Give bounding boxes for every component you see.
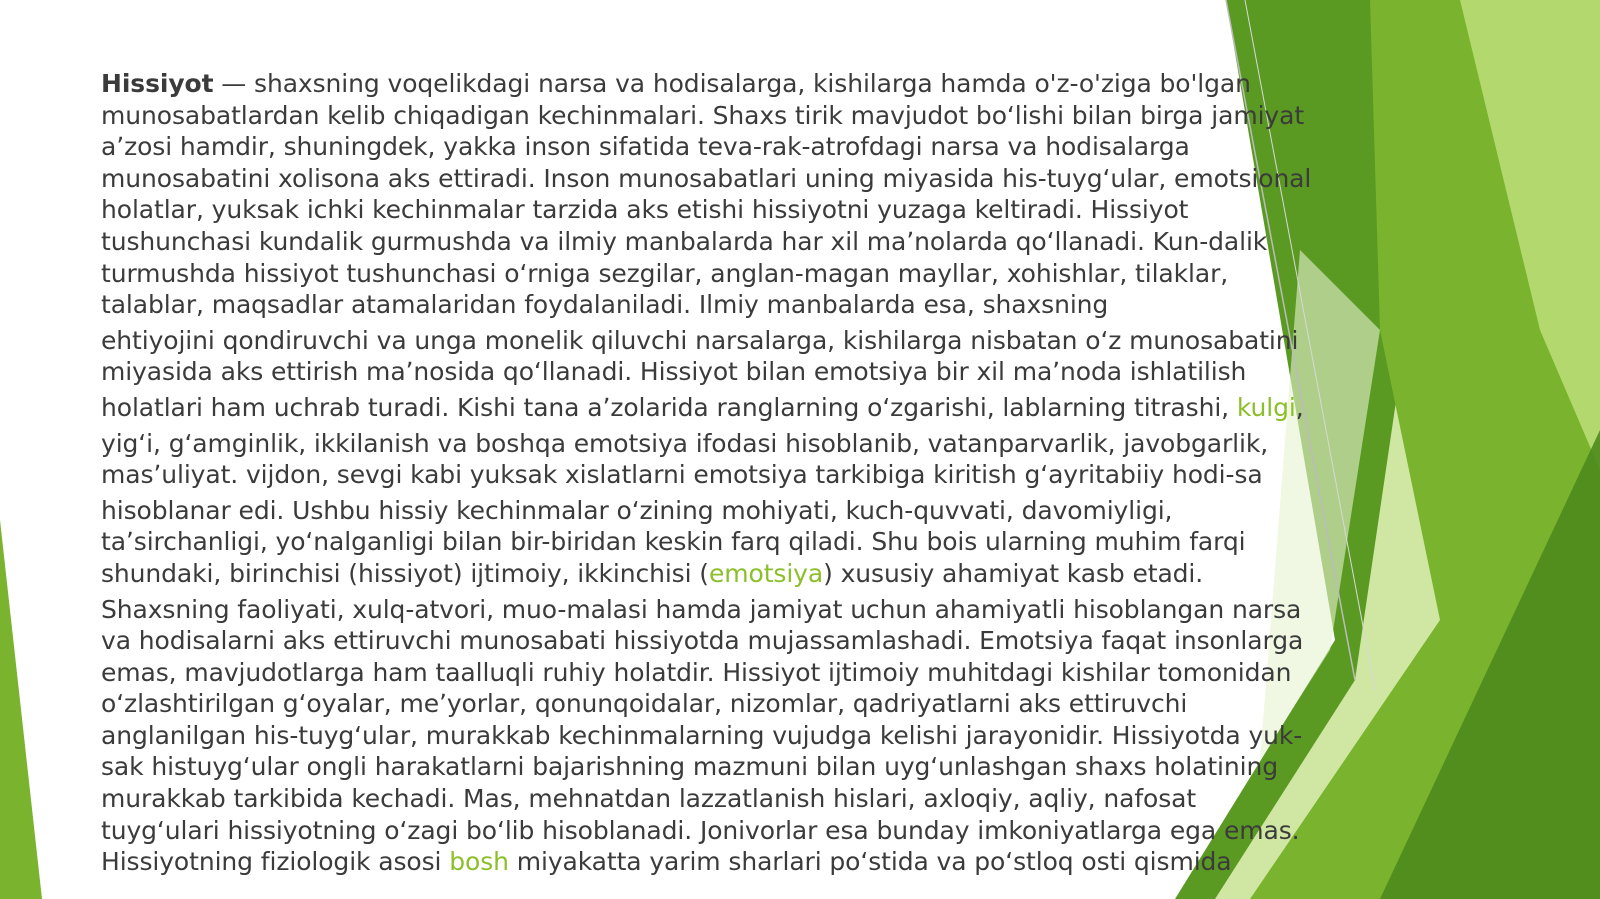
paragraph-4 xyxy=(101,428,1321,491)
link-emotsiya[interactable]: emotsiya xyxy=(708,558,824,588)
paragraph-text: , xyxy=(1295,392,1304,422)
link-bosh[interactable]: bosh xyxy=(449,847,509,877)
paragraph-1 xyxy=(101,68,1321,321)
left-green-shape xyxy=(0,520,42,899)
paragraph-2 xyxy=(101,325,1321,388)
paragraph-6 xyxy=(101,594,1321,878)
paragraph-text: ehtiyojini qondiruvchi va unga monelik qiluvchi narsalarga, kishilarga nisbatan oʻz munosabatini miyasida aks ettirish maʼnosida qoʻllanadi. Hissiyot bilan emotsiya bir xil maʼnoda ishlatilish xyxy=(101,325,1299,387)
paragraph-text: Shaxsning faoliyati, xulq-atvori, muo-malasi hamda jamiyat uchun ahamiyatli hisoblangan narsa va hodisalarni aks ettiruvchi munosabati hissiyotda mujassamlashadi. Emotsiya faqat insonlarga emas, mavjudotlarga ham taalluqli ruhiy holatdir. Hissiyot ijtimoiy muhitdagi kishilar tomonidan oʻzlashtirilgan gʻoyalar, meʼyorlar, qonunqoidalar, nizomlar, qadriyatlarni aks ettiruvchi anglanilgan his-tuygʻular, murakkab kechinmalarning vujudga kelishi jarayonidir. Hissiyotda yuk-sak histuygʻular ongli harakatlarni bajarishning mazmuni bilan uygʻunlashgan shaxs holatining murakkab tarkibida kechadi. Mas, mehnatdan lazzatlanish hislari, axloqiy, aqliy, nafosat tuygʻulari hissiyotning oʻzagi boʻlib hisoblanadi. Jonivorlar esa bunday imkoniyatlarga ega emas. Hissiyotning fiziologik asosi xyxy=(101,594,1304,877)
term-hissiyot: Hissiyot xyxy=(101,69,214,98)
body-text xyxy=(101,68,1321,878)
paragraph-text: — shaxsning voqelikdagi narsa va hodisalarga, kishilarga hamda o'z-o'ziga bo'lgan munosabatlardan kelib chiqadigan kechinmalari. Shaxs tirik mavjudot boʻlishi bilan birga jamiyat aʼzosi hamdir, shuningdek, yakka inson sifatida teva-rak-atrofdagi narsa va hodisalarga munosabatini xolisona aks ettiradi. Inson munosabatlari uning miyasida his-tuygʻular, emotsional holatlar, yuksak ichki kechinmalar tarzida aks etishi hissiyotni yuzaga keltiradi. Hissiyot tushunchasi kundalik gurmushda va ilmiy manbalarda har xil maʼnolarda qoʻllanadi. Kun-dalik turmushda hissiyot tushunchasi oʻrniga sezgilar, anglan-magan mayllar, xohishlar, tilaklar, talablar, maqsadlar atamalaridan foydalaniladi. Ilmiy manbalarda esa, shaxsning xyxy=(101,69,1312,320)
link-kulgi[interactable]: kulgi xyxy=(1236,392,1296,422)
paragraph-5 xyxy=(101,495,1321,590)
paragraph-text: hisoblanar edi. Ushbu hissiy kechinmalar oʻzining mohiyati, kuch-quvvati, davomiyligi, taʼsirchanligi, yoʻnalganligi bilan bir-biridan keskin farq qiladi. Shu bois ularning muhim farqi shundaki, birinchisi (hissiyot) ijtimoiy, ikkinchisi ( xyxy=(101,495,1246,588)
paragraph-text: holatlari ham uchrab turadi. Kishi tana aʼzolarida ranglarning oʻzgarishi, lablarning titrashi, xyxy=(101,392,1237,422)
paragraph-text: miyakatta yarim sharlari poʻstida va poʻstloq osti qismida xyxy=(508,847,1232,877)
paragraph-text: ) xususiy ahamiyat kasb etadi. xyxy=(823,558,1204,588)
paragraph-3 xyxy=(101,392,1321,424)
paragraph-text: yigʻi, gʻamginlik, ikkilanish va boshqa emotsiya ifodasi hisoblanib, vatanparvarlik, javobgarlik, masʼuliyat. vijdon, sevgi kabi yuksak xislatlarni emotsiya tarkibiga kiritish gʻayritabiiy hodi-sa xyxy=(101,428,1269,490)
